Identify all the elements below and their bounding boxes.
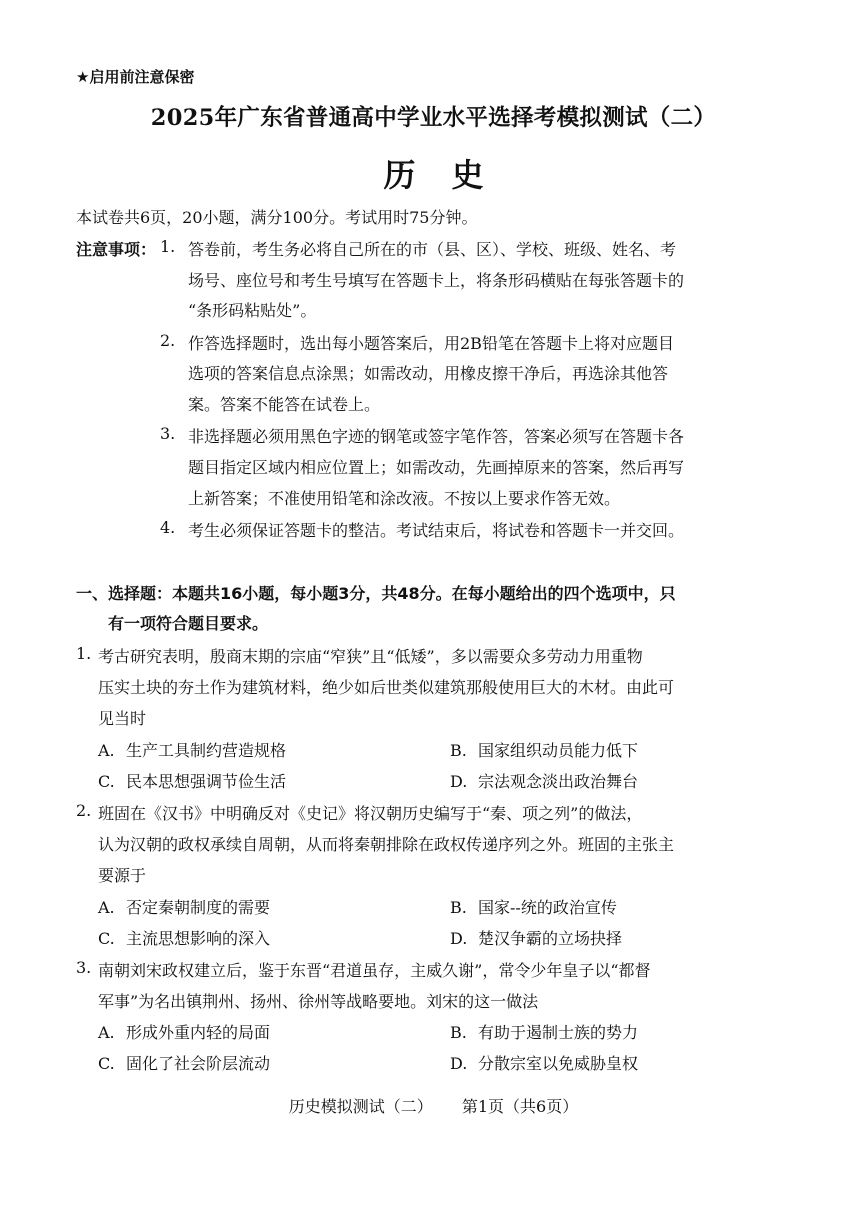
note-number: 4. [160,518,176,537]
question-text: 班固在《汉书》中明确反对《史记》将汉朝历史编写于“秦、项之列”的做法， [98,804,643,823]
note-line: 答卷前，考生务必将自己所在的市（县、区）、学校、班级、姓名、考 [188,240,677,259]
note-line: 考生必须保证答题卡的整洁。考试结束后，将试卷和答题卡一并交回。 [188,521,685,540]
option-b[interactable]: B. 国家组织动员能力低下 [450,741,639,760]
section-heading: 一、选择题：本题共16小题，每小题3分，共48分。在每小题给出的四个选项中，只 [76,584,676,603]
option-a[interactable]: A. 生产工具制约营造规格 [98,741,287,760]
question-number: 1. [76,644,92,663]
question-number: 3. [76,958,92,977]
exam-title: 2025年广东省普通高中学业水平选择考模拟测试（二） [150,105,717,131]
note-line: 题目指定区域内相应位置上；如需改动，先画掉原来的答案，然后再写 [188,458,685,477]
note-number: 2. [160,331,176,350]
option-b[interactable]: B. 国家--统的政治宣传 [450,898,617,917]
question-text: 南朝刘宋政权建立后，鉴于东晋“君道虽存，主威久谢”，常令少年皇子以“都督 [98,961,651,980]
question-text: 认为汉朝的政权承续自周朝，从而将秦朝排除在政权传递序列之外。班固的主张主 [98,835,675,854]
option-a[interactable]: A. 否定秦朝制度的需要 [98,898,271,917]
note-number: 3. [160,424,176,443]
question-text: 军事”为名出镇荆州、扬州、徐州等战略要地。刘宋的这一做法 [98,992,539,1011]
note-line: 案。答案不能答在试卷上。 [188,395,381,414]
note-line: “条形码粘贴处”。 [188,301,317,320]
question-text: 要源于 [98,866,147,885]
notes-label: 注意事项： [76,240,157,259]
page-footer [0,1094,867,1117]
exam-intro: 本试卷共6页，20小题，满分100分。考试用时75分钟。 [76,208,478,227]
option-d[interactable]: D. 分散宗室以免威胁皇权 [450,1054,639,1073]
question-text: 见当时 [98,709,147,728]
note-line: 选项的答案信息点涂黑；如需改动，用橡皮擦干净后，再选涂其他答 [188,364,669,383]
option-c[interactable]: C. 固化了社会阶层流动 [98,1054,271,1073]
note-line: 作答选择题时，选出每小题答案后，用2B铅笔在答题卡上将对应题目 [188,334,674,353]
option-a[interactable]: A. 形成外重内轻的局面 [98,1023,271,1042]
option-c[interactable]: C. 主流思想影响的深入 [98,929,271,948]
confidential-notice: ★启用前注意保密 [76,68,195,86]
option-d[interactable]: D. 宗法观念淡出政治舞台 [450,772,639,791]
note-line: 非选择题必须用黑色字迹的钢笔或签字笔作答，答案必须写在答题卡各 [188,427,685,446]
option-d[interactable]: D. 楚汉争霸的立场抉择 [450,929,623,948]
subject-title: 历史 [383,156,520,194]
note-line: 场号、座位号和考生号填写在答题卡上，将条形码横贴在每张答题卡的 [188,271,685,290]
option-c[interactable]: C. 民本思想强调节俭生活 [98,772,287,791]
footer-page-info: 第1页（共6页） [461,1097,579,1116]
note-number: 1. [160,237,176,256]
question-text: 压实土块的夯土作为建筑材料，绝少如后世类似建筑那般使用巨大的木材。由此可 [98,678,675,697]
question-text: 考古研究表明，殷商末期的宗庙“窄狭”且“低矮”，多以需要众多劳动力用重物 [98,647,643,666]
footer-exam-name: 历史模拟测试（二） [288,1097,433,1116]
section-heading-cont: 有一项符合题目要求。 [108,614,269,633]
option-b[interactable]: B. 有助于遏制士族的势力 [450,1023,639,1042]
note-line: 上新答案；不准使用铅笔和涂改液。不按以上要求作答无效。 [188,489,621,508]
question-number: 2. [76,801,92,820]
